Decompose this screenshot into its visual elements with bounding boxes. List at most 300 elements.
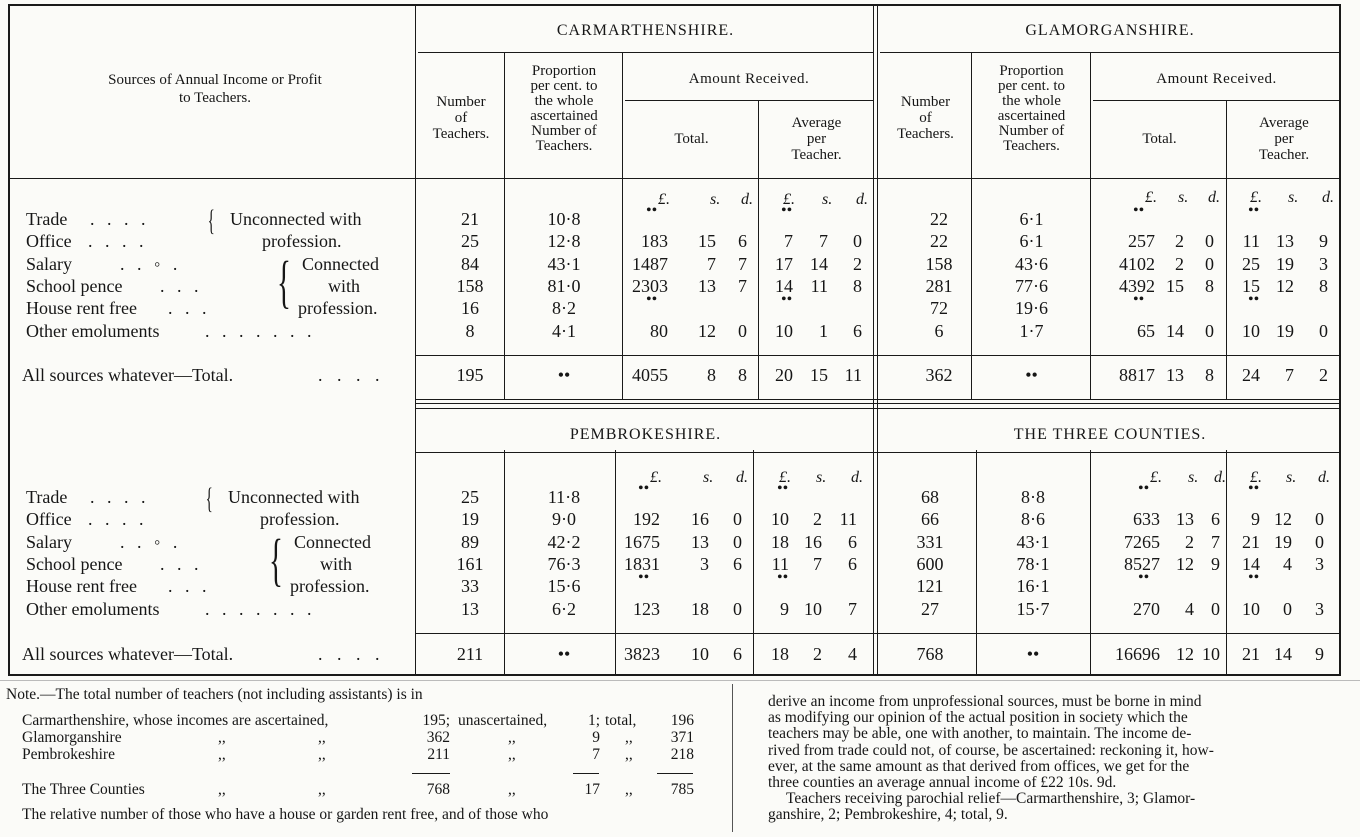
cell-average-pence: 7 — [848, 598, 857, 619]
cell-total-pounds: 1831 — [624, 553, 660, 574]
cell-average-pounds: 10 — [1242, 320, 1260, 341]
note-unascertained: 1; — [587, 712, 600, 729]
leader-dots: . . . . — [318, 365, 385, 385]
cell-total-pounds: •• — [638, 480, 650, 497]
cell-total-pence: 6 — [1211, 509, 1220, 530]
cell-average-pence: 2 — [853, 253, 862, 274]
cell-number-of-teachers: 600 — [916, 553, 944, 574]
currency-unit-header: £. — [658, 191, 670, 208]
average-header: Average — [791, 115, 842, 131]
ditto-mark: ,, — [218, 746, 226, 763]
row-label-other-emoluments: Other emoluments — [26, 320, 160, 341]
average-header: Average — [1259, 115, 1309, 131]
sum-total-shillings: 10 — [691, 644, 709, 664]
cell-number-of-teachers: 16 — [461, 298, 479, 319]
cell-proportion: 4·1 — [552, 320, 576, 341]
cell-average-pounds: •• — [777, 480, 789, 497]
cell-average-pounds: •• — [1248, 202, 1260, 219]
cell-total-shillings: 18 — [691, 598, 709, 619]
cell-total-shillings: 15 — [1166, 275, 1184, 296]
cell-average-shillings: 10 — [804, 598, 822, 619]
leader-dots: . . . . — [90, 209, 150, 229]
leader-dots: . . . — [168, 576, 211, 597]
sum-average-pence: 9 — [1315, 644, 1324, 664]
cell-total-pence: 7 — [1211, 531, 1220, 552]
sum-average-shillings: 7 — [1285, 365, 1294, 385]
cell-average-shillings: 2 — [813, 509, 822, 530]
row-divider — [415, 633, 1340, 634]
note-paragraph-line: ganshire, 2; Pembrokeshire, 4; total, 9. — [768, 806, 1008, 824]
note-unascertained-label: ,, — [508, 781, 516, 798]
cell-proportion: 10·8 — [547, 209, 581, 229]
cell-proportion: 11·8 — [547, 487, 581, 507]
sum-average-pounds: 18 — [771, 644, 789, 664]
cell-total-pence: 7 — [738, 275, 747, 296]
currency-unit-header: £. — [1250, 469, 1262, 486]
leader-dots: . . . — [168, 298, 211, 319]
number-of-teachers-header: Teachers. — [432, 126, 490, 142]
cell-proportion: 77·6 — [1015, 275, 1048, 296]
note-total-label: ,, — [625, 781, 633, 798]
ditto-mark: ,, — [318, 746, 326, 763]
note-paragraph-line: rived from trade could not, of course, be ascertained: reckoning it, how- — [768, 741, 1214, 759]
sum-total-pence: 8 — [738, 365, 747, 385]
cell-average-pounds: 18 — [771, 531, 789, 552]
currency-unit-header: s. — [1188, 469, 1199, 486]
cell-number-of-teachers: 22 — [930, 209, 948, 229]
col-divider — [877, 6, 878, 676]
currency-unit-header: s. — [703, 469, 714, 486]
cell-proportion: 6·1 — [1019, 209, 1044, 229]
sum-proportion: •• — [557, 365, 571, 385]
cell-total-pounds: 1675 — [624, 531, 660, 552]
cell-total-shillings: 15 — [698, 231, 716, 252]
note-paragraph-line: ever, at the same amount as that derived from offices, we get for the — [768, 757, 1190, 775]
cell-proportion: 6·1 — [1019, 231, 1044, 252]
row-divider — [415, 355, 1340, 356]
cell-average-shillings: 14 — [810, 253, 828, 274]
county-header-pembrokeshire: PEMBROKESHIRE. — [569, 426, 722, 443]
cell-number-of-teachers: 84 — [461, 253, 479, 274]
cell-average-pence: 0 — [1319, 320, 1328, 341]
amount-received-header: Amount Received. — [1156, 71, 1277, 87]
cell-total-pounds: 633 — [1133, 509, 1160, 530]
cell-number-of-teachers: 13 — [461, 598, 479, 619]
cell-average-pounds: 7 — [784, 231, 793, 252]
cell-average-pounds: 11 — [1242, 231, 1260, 252]
sum-average-pence: 4 — [848, 644, 857, 664]
proportion-header: Teachers. — [1003, 138, 1060, 154]
cell-proportion: 8·8 — [1021, 487, 1045, 507]
cell-average-pounds: •• — [777, 569, 789, 587]
row-label-office: Office — [26, 231, 72, 252]
currency-unit-header: s. — [1286, 469, 1297, 486]
cell-number-of-teachers: 281 — [925, 275, 953, 296]
row-divider — [415, 452, 1340, 453]
cell-number-of-teachers: 25 — [461, 487, 479, 507]
cell-average-pounds: 15 — [1242, 275, 1260, 296]
sum-rule — [412, 773, 450, 774]
cell-number-of-teachers: 161 — [456, 553, 484, 574]
cell-average-pounds: 11 — [771, 553, 789, 574]
sum-number-of-teachers: 768 — [916, 644, 944, 664]
cell-average-pounds: 9 — [1251, 509, 1260, 530]
cell-total-pounds: •• — [646, 291, 658, 309]
col-divider — [1090, 450, 1091, 676]
cell-average-pence: 6 — [853, 320, 862, 341]
cell-average-shillings: 7 — [819, 231, 828, 252]
cell-average-shillings: 0 — [1283, 598, 1292, 619]
sum-average-shillings: 15 — [810, 365, 828, 385]
cell-average-pence: 9 — [1319, 231, 1328, 252]
sum-proportion: •• — [557, 644, 571, 664]
sum-average-pounds: 24 — [1242, 365, 1260, 385]
currency-unit-header: d. — [856, 191, 868, 208]
cell-average-pence: 0 — [853, 231, 862, 252]
sum-total-pounds: 4055 — [632, 365, 668, 385]
cell-average-pounds: •• — [1248, 291, 1260, 309]
cell-number-of-teachers: 158 — [456, 275, 484, 296]
cell-total-pounds: •• — [1138, 480, 1150, 497]
row-label-other-emoluments: Other emoluments — [26, 598, 160, 619]
note-paragraph-line: derive an income from unprofessional sources, must be borne in mind — [768, 693, 1202, 710]
ditto-mark: ,, — [218, 781, 226, 798]
cell-average-pence: 8 — [853, 275, 862, 296]
note-unascertained: 9 — [592, 729, 600, 746]
col-divider — [753, 450, 754, 676]
cell-total-pounds: 1487 — [632, 253, 668, 274]
proportion-header: the whole — [534, 93, 594, 109]
proportion-header: Proportion — [999, 63, 1064, 79]
cell-number-of-teachers: 33 — [461, 576, 479, 597]
sum-number-of-teachers: 211 — [456, 644, 484, 664]
note-total: 371 — [670, 729, 694, 746]
cell-average-pounds: 14 — [1242, 553, 1260, 574]
cell-proportion: 9·0 — [552, 509, 576, 530]
note-total: 785 — [670, 781, 694, 798]
note-total-label: ,, — [625, 729, 633, 746]
cell-proportion: 42·2 — [547, 531, 581, 552]
cell-proportion: 78·1 — [1016, 553, 1050, 574]
cell-total-shillings: 12 — [1176, 553, 1194, 574]
note-county: Pembrokeshire — [22, 746, 115, 763]
cell-average-pounds: 9 — [780, 598, 789, 619]
cell-total-pence: 9 — [1211, 553, 1220, 574]
cell-number-of-teachers: 25 — [461, 231, 479, 252]
row-divider — [10, 178, 1340, 179]
cell-average-pounds: 17 — [775, 253, 793, 274]
cell-number-of-teachers: 6 — [934, 320, 944, 341]
cell-number-of-teachers: 66 — [921, 509, 939, 530]
cell-average-shillings: 19 — [1276, 320, 1294, 341]
sum-total-pounds: 3823 — [624, 644, 660, 664]
sum-rule — [573, 773, 599, 774]
connected-label-3: profession. — [290, 576, 370, 597]
sum-number-of-teachers: 195 — [456, 365, 484, 385]
cell-total-pounds: •• — [646, 202, 658, 219]
cell-average-shillings: 11 — [810, 275, 828, 296]
cell-proportion: 15·6 — [547, 576, 581, 597]
cell-proportion: 76·3 — [547, 553, 581, 574]
cell-total-pounds: 65 — [1137, 320, 1155, 341]
cell-average-pence: 11 — [839, 509, 857, 530]
average-header: Teacher. — [1258, 147, 1310, 163]
row-label-school-pence: School pence — [26, 553, 123, 574]
row-label-salary: Salary — [26, 253, 72, 274]
note-county: The Three Counties — [22, 781, 145, 798]
cell-total-pence: 7 — [738, 253, 747, 274]
sum-total-shillings: 13 — [1166, 365, 1184, 385]
row-divider — [880, 52, 1340, 53]
col-divider — [1090, 52, 1091, 400]
leader-dots: . . . — [160, 275, 203, 296]
cell-number-of-teachers: 72 — [930, 298, 948, 319]
note-ascertained: 362 — [426, 729, 450, 746]
note-paragraph-line: as modifying our opinion of the actual position in society which the — [768, 709, 1188, 727]
note-ascertained: 195; — [422, 712, 450, 729]
cell-total-pence: 6 — [733, 553, 742, 574]
note-unascertained: 7 — [592, 746, 600, 763]
currency-unit-header: s. — [816, 469, 827, 486]
cell-total-shillings: 13 — [691, 531, 709, 552]
cell-proportion: 8·2 — [552, 298, 576, 319]
row-label-salary: Salary — [26, 531, 72, 552]
row-divider — [415, 403, 1340, 404]
cell-proportion: 43·6 — [1015, 253, 1048, 274]
cell-proportion: 12·8 — [547, 231, 581, 252]
row-divider — [415, 399, 1340, 400]
cell-total-pence: 0 — [1211, 598, 1220, 619]
unconnected-label-2: profession. — [260, 509, 340, 530]
proportion-header: ascertained — [530, 108, 598, 124]
proportion-header: Teachers. — [535, 138, 593, 154]
cell-total-pence: 0 — [1205, 231, 1214, 252]
cell-total-pounds: 257 — [1128, 231, 1155, 252]
proportion-header: ascertained — [997, 108, 1066, 124]
cell-proportion: 8·6 — [1021, 509, 1045, 530]
cell-total-pounds: 8527 — [1124, 553, 1160, 574]
cell-average-pounds: 14 — [775, 275, 793, 296]
unconnected-label: Unconnected with — [228, 487, 360, 507]
currency-unit-header: £. — [650, 469, 662, 486]
cell-average-shillings: 7 — [813, 553, 822, 574]
note-paragraph-line: Teachers receiving parochial relief—Carmarthenshire, 3; Glamor- — [786, 790, 1196, 808]
leader-dots: . . ◦ . — [120, 253, 182, 274]
cell-total-pounds: •• — [1133, 291, 1145, 309]
note-unascertained: 17 — [584, 781, 600, 798]
currency-unit-header: £. — [1150, 469, 1162, 486]
ditto-mark: ,, — [218, 729, 226, 746]
cell-average-shillings: 12 — [1276, 275, 1294, 296]
cell-total-shillings: 12 — [698, 320, 716, 341]
cell-average-pence: 8 — [1319, 275, 1328, 296]
proportion-header: the whole — [1002, 93, 1061, 109]
unconnected-label: Unconnected with — [230, 209, 362, 229]
row-label-trade: Trade — [26, 209, 68, 229]
sources-header: Sources of Annual Income or Profit — [108, 72, 322, 88]
currency-unit-header: £. — [779, 469, 791, 486]
brace-glyph: { — [205, 482, 213, 515]
sources-header-line2: to Teachers. — [179, 90, 251, 106]
cell-total-pence: 0 — [733, 509, 742, 530]
note-paragraph-line: teachers may be able, one with another, to maintain. The income de- — [768, 725, 1192, 743]
cell-average-pounds: 25 — [1242, 253, 1260, 274]
cell-number-of-teachers: 8 — [465, 320, 475, 341]
cell-proportion: 81·0 — [547, 275, 581, 296]
note-last-line: The relative number of those who have a house or garden rent free, and of those who — [22, 806, 549, 823]
cell-average-shillings: 19 — [1276, 253, 1294, 274]
col-divider — [415, 6, 416, 676]
sum-total-pence: 6 — [733, 644, 742, 664]
sum-average-pounds: 20 — [775, 365, 793, 385]
cell-average-shillings: 1 — [819, 320, 828, 341]
currency-unit-header: s. — [822, 191, 833, 208]
cell-proportion: 15·7 — [1016, 598, 1050, 619]
row-divider — [1093, 100, 1340, 101]
cell-average-pence: 3 — [1315, 598, 1324, 619]
currency-unit-header: £. — [1145, 189, 1157, 206]
currency-unit-header: d. — [741, 191, 753, 208]
cell-average-shillings: 12 — [1274, 509, 1292, 530]
average-header: Teacher. — [791, 147, 842, 163]
cell-number-of-teachers: 21 — [461, 209, 479, 229]
sum-total-shillings: 12 — [1176, 644, 1194, 664]
brace-glyph: { — [276, 248, 291, 314]
cell-average-pounds: 10 — [1242, 598, 1260, 619]
note-intro: Note.—The total number of teachers (not including assistants) is in — [6, 686, 423, 703]
sum-proportion: •• — [1026, 644, 1040, 664]
cell-total-pence: 0 — [733, 598, 742, 619]
row-label-school-pence: School pence — [26, 275, 123, 296]
note-unascertained-label: ,, — [508, 746, 516, 763]
cell-average-pence: 6 — [848, 553, 857, 574]
sum-total-pence: 8 — [1205, 365, 1214, 385]
cell-average-pounds: •• — [781, 202, 793, 219]
cell-proportion: 1·7 — [1019, 320, 1044, 341]
col-divider — [1226, 450, 1227, 676]
cell-total-shillings: 3 — [700, 553, 709, 574]
currency-unit-header: £. — [1250, 189, 1262, 206]
connected-label-3: profession. — [298, 298, 378, 319]
note-unascertained-label: unascertained, — [458, 712, 548, 729]
sum-total-pounds: 16696 — [1115, 644, 1160, 664]
cell-proportion: 43·1 — [547, 253, 581, 274]
cell-total-pounds: 270 — [1133, 598, 1160, 619]
row-label-trade: Trade — [26, 487, 68, 507]
ditto-mark: ,, — [318, 781, 326, 798]
cell-total-pounds: 4102 — [1119, 253, 1155, 274]
row-label-office: Office — [26, 509, 72, 530]
sum-rule — [657, 773, 693, 774]
ditto-mark: ,, — [318, 729, 326, 746]
sum-average-pence: 2 — [1319, 365, 1328, 385]
cell-proportion: 43·1 — [1016, 531, 1050, 552]
row-label-all-sources: All sources whatever—Total. — [22, 644, 234, 664]
proportion-header: Number of — [531, 123, 597, 139]
cell-number-of-teachers: 331 — [916, 531, 944, 552]
row-divider — [415, 408, 1340, 409]
connected-label: Connected — [302, 253, 379, 274]
proportion-header: Number of — [998, 123, 1065, 139]
note-county: Carmarthenshire, whose incomes are ascertained, — [22, 712, 329, 729]
average-header: per — [1274, 131, 1294, 147]
leader-dots: . . . . . . . — [205, 320, 316, 341]
note-total-label: total, — [605, 712, 637, 729]
sum-average-shillings: 2 — [813, 644, 822, 664]
connected-label-2: with — [320, 553, 353, 574]
cell-average-pence: 3 — [1315, 553, 1324, 574]
cell-average-pence: 3 — [1319, 253, 1328, 274]
cell-total-pounds: 7265 — [1124, 531, 1160, 552]
cell-total-pounds: 2303 — [632, 275, 668, 296]
currency-unit-header: £. — [783, 191, 795, 208]
col-divider — [622, 52, 623, 400]
note-county: Glamorganshire — [22, 729, 122, 746]
currency-unit-header: s. — [1288, 189, 1299, 206]
number-of-teachers-header: of — [454, 110, 468, 126]
cell-average-pounds: 10 — [771, 509, 789, 530]
cell-total-pence: 0 — [1205, 253, 1214, 274]
cell-average-pounds: •• — [1248, 480, 1260, 497]
currency-unit-header: s. — [710, 191, 721, 208]
cell-average-pounds: •• — [781, 291, 793, 309]
cell-total-pence: 6 — [738, 231, 747, 252]
unconnected-label-2: profession. — [262, 231, 342, 252]
sum-total-pence: 10 — [1202, 644, 1220, 664]
currency-unit-header: d. — [736, 469, 748, 486]
note-ascertained: 211 — [427, 746, 450, 763]
cell-total-shillings: 2 — [1175, 231, 1184, 252]
amount-received-header: Amount Received. — [688, 71, 810, 87]
leader-dots: . . ◦ . — [120, 531, 182, 552]
note-total: 218 — [670, 746, 694, 763]
cell-average-shillings: 13 — [1276, 231, 1294, 252]
cell-total-pounds: •• — [1133, 202, 1145, 219]
cell-total-pounds: 80 — [650, 320, 668, 341]
cell-total-shillings: 13 — [698, 275, 716, 296]
cell-average-pounds: 10 — [775, 320, 793, 341]
cell-number-of-teachers: 68 — [921, 487, 939, 507]
number-of-teachers-header: Number — [900, 94, 951, 110]
leader-dots: . . . . — [88, 509, 148, 530]
note-ascertained: 768 — [426, 781, 450, 798]
cell-total-shillings: 2 — [1185, 531, 1194, 552]
cell-total-pounds: •• — [638, 569, 650, 587]
cell-total-shillings: 16 — [691, 509, 709, 530]
cell-total-pounds: •• — [1138, 569, 1150, 587]
sum-proportion: •• — [1025, 365, 1038, 385]
cell-total-pence: 8 — [1205, 275, 1214, 296]
cell-average-pence: 6 — [848, 531, 857, 552]
cell-number-of-teachers: 22 — [930, 231, 948, 252]
leader-dots: . . . . — [318, 644, 385, 664]
county-header-carmarthenshire: CARMARTHENSHIRE. — [556, 22, 735, 39]
proportion-header: per cent. to — [530, 78, 598, 94]
connected-label-2: with — [328, 275, 361, 296]
number-of-teachers-header: Number — [436, 94, 486, 110]
sum-total-pounds: 8817 — [1119, 365, 1155, 385]
leader-dots: . . . . — [88, 231, 148, 252]
brace-glyph: { — [207, 204, 215, 237]
cell-number-of-teachers: 89 — [461, 531, 479, 552]
cell-total-shillings: 2 — [1175, 253, 1184, 274]
cell-average-shillings: 16 — [804, 531, 822, 552]
brace-glyph: { — [268, 526, 283, 592]
cell-total-shillings: 4 — [1185, 598, 1194, 619]
cell-average-pence: 0 — [1315, 509, 1324, 530]
row-label-all-sources: All sources whatever—Total. — [22, 365, 234, 385]
row-divider — [418, 52, 873, 53]
